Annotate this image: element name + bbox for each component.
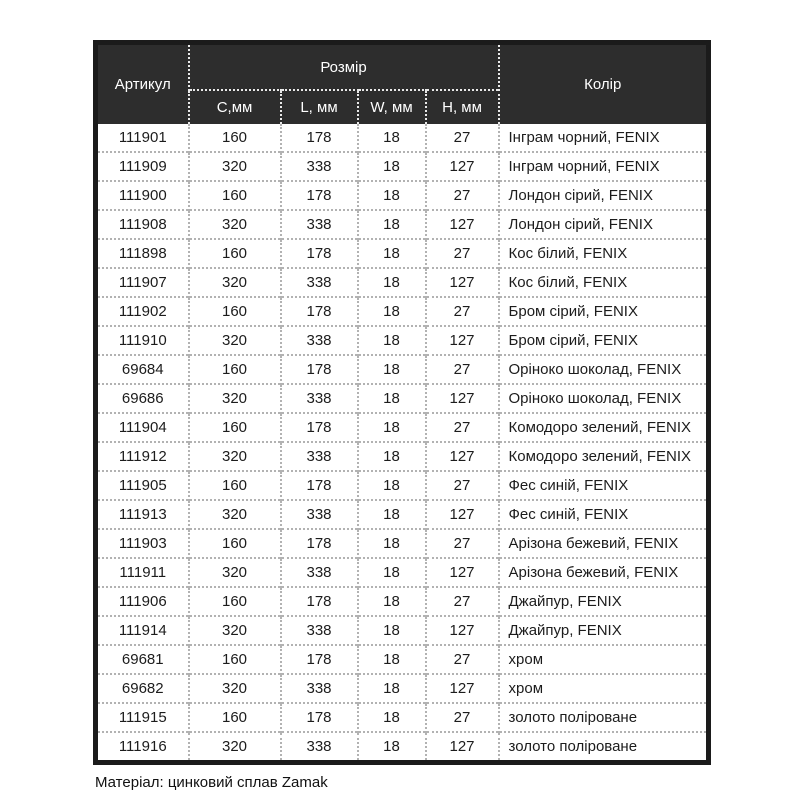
cell-w: 18	[358, 384, 426, 413]
cell-color: Комодоро зелений, FENIX	[499, 442, 709, 471]
cell-w: 18	[358, 326, 426, 355]
cell-color: Інграм чорний, FENIX	[499, 124, 709, 152]
cell-article: 111913	[96, 500, 189, 529]
table-row	[96, 181, 709, 210]
cell-l: 338	[281, 732, 358, 763]
cell-article: 69682	[96, 674, 189, 703]
cell-article: 111905	[96, 471, 189, 500]
cell-article: 111906	[96, 587, 189, 616]
cell-color: золото поліроване	[499, 703, 709, 732]
table-row	[96, 471, 709, 500]
cell-color: Арізона бежевий, FENIX	[499, 529, 709, 558]
cell-l: 178	[281, 413, 358, 442]
cell-color: Фес синій, FENIX	[499, 500, 709, 529]
cell-article: 111915	[96, 703, 189, 732]
column-header-color: Колір	[499, 43, 709, 125]
column-header-c-mm: С,мм	[189, 90, 281, 124]
material-note: Матеріал: цинковий сплав Zamak	[95, 774, 328, 791]
cell-l: 178	[281, 529, 358, 558]
column-header-l-mm: L, мм	[281, 90, 358, 124]
cell-l: 178	[281, 703, 358, 732]
table-row	[96, 268, 709, 297]
cell-w: 18	[358, 124, 426, 152]
cell-article: 69681	[96, 645, 189, 674]
cell-w: 18	[358, 703, 426, 732]
cell-w: 18	[358, 355, 426, 384]
cell-l: 338	[281, 210, 358, 239]
cell-h: 127	[426, 732, 499, 763]
table-row	[96, 152, 709, 181]
cell-l: 338	[281, 384, 358, 413]
cell-color: хром	[499, 674, 709, 703]
cell-c: 160	[189, 124, 281, 152]
cell-w: 18	[358, 500, 426, 529]
cell-color: Оріноко шоколад, FENIX	[499, 384, 709, 413]
cell-article: 111904	[96, 413, 189, 442]
cell-w: 18	[358, 529, 426, 558]
cell-w: 18	[358, 442, 426, 471]
cell-l: 178	[281, 181, 358, 210]
table-row	[96, 210, 709, 239]
cell-w: 18	[358, 616, 426, 645]
cell-h: 127	[426, 442, 499, 471]
cell-article: 111901	[96, 124, 189, 152]
cell-c: 160	[189, 297, 281, 326]
cell-h: 27	[426, 297, 499, 326]
cell-color: Фес синій, FENIX	[499, 471, 709, 500]
cell-w: 18	[358, 645, 426, 674]
cell-color: Лондон сірий, FENIX	[499, 181, 709, 210]
cell-c: 160	[189, 645, 281, 674]
cell-h: 27	[426, 471, 499, 500]
cell-c: 320	[189, 268, 281, 297]
cell-article: 111907	[96, 268, 189, 297]
table-row	[96, 645, 709, 674]
cell-article: 111898	[96, 239, 189, 268]
cell-w: 18	[358, 587, 426, 616]
table-row	[96, 384, 709, 413]
cell-c: 320	[189, 558, 281, 587]
cell-w: 18	[358, 413, 426, 442]
cell-h: 27	[426, 124, 499, 152]
table-row	[96, 413, 709, 442]
product-spec-table	[93, 40, 711, 765]
cell-c: 160	[189, 471, 281, 500]
cell-h: 127	[426, 616, 499, 645]
cell-w: 18	[358, 471, 426, 500]
cell-color: Інграм чорний, FENIX	[499, 152, 709, 181]
table-row	[96, 616, 709, 645]
table-row	[96, 587, 709, 616]
header-row-group	[96, 43, 709, 91]
cell-article: 111912	[96, 442, 189, 471]
cell-article: 111903	[96, 529, 189, 558]
cell-l: 338	[281, 616, 358, 645]
cell-w: 18	[358, 268, 426, 297]
cell-article: 111910	[96, 326, 189, 355]
cell-c: 320	[189, 326, 281, 355]
cell-w: 18	[358, 297, 426, 326]
cell-l: 338	[281, 152, 358, 181]
cell-w: 18	[358, 239, 426, 268]
cell-article: 111902	[96, 297, 189, 326]
cell-h: 127	[426, 384, 499, 413]
cell-color: Лондон сірий, FENIX	[499, 210, 709, 239]
cell-h: 27	[426, 413, 499, 442]
cell-h: 27	[426, 239, 499, 268]
cell-l: 338	[281, 268, 358, 297]
cell-article: 111914	[96, 616, 189, 645]
table-row	[96, 558, 709, 587]
cell-color: золото поліроване	[499, 732, 709, 763]
cell-article: 69686	[96, 384, 189, 413]
cell-l: 178	[281, 239, 358, 268]
cell-l: 178	[281, 124, 358, 152]
cell-h: 127	[426, 674, 499, 703]
cell-l: 178	[281, 297, 358, 326]
cell-h: 127	[426, 500, 499, 529]
cell-h: 27	[426, 703, 499, 732]
cell-article: 111909	[96, 152, 189, 181]
cell-c: 160	[189, 529, 281, 558]
cell-color: Кос білий, FENIX	[499, 268, 709, 297]
table-row	[96, 442, 709, 471]
cell-c: 320	[189, 674, 281, 703]
cell-l: 338	[281, 442, 358, 471]
table-row	[96, 355, 709, 384]
cell-h: 127	[426, 152, 499, 181]
cell-h: 27	[426, 645, 499, 674]
cell-c: 320	[189, 384, 281, 413]
table-body	[96, 124, 709, 763]
cell-color: Джайпур, FENIX	[499, 587, 709, 616]
cell-l: 178	[281, 355, 358, 384]
cell-l: 178	[281, 471, 358, 500]
cell-color: Бром сірий, FENIX	[499, 297, 709, 326]
table-row	[96, 529, 709, 558]
cell-c: 160	[189, 355, 281, 384]
table-row	[96, 124, 709, 152]
cell-color: Джайпур, FENIX	[499, 616, 709, 645]
cell-l: 338	[281, 674, 358, 703]
cell-h: 27	[426, 529, 499, 558]
cell-article: 111908	[96, 210, 189, 239]
column-header-article: Артикул	[96, 43, 189, 125]
cell-color: Комодоро зелений, FENIX	[499, 413, 709, 442]
table-row	[96, 500, 709, 529]
cell-h: 127	[426, 326, 499, 355]
table-row	[96, 732, 709, 763]
cell-article: 111900	[96, 181, 189, 210]
cell-c: 160	[189, 587, 281, 616]
table-row	[96, 297, 709, 326]
cell-h: 27	[426, 587, 499, 616]
cell-color: хром	[499, 645, 709, 674]
cell-c: 320	[189, 732, 281, 763]
cell-l: 178	[281, 645, 358, 674]
cell-article: 111911	[96, 558, 189, 587]
table-row	[96, 674, 709, 703]
cell-color: Арізона бежевий, FENIX	[499, 558, 709, 587]
cell-color: Кос білий, FENIX	[499, 239, 709, 268]
cell-l: 338	[281, 326, 358, 355]
cell-w: 18	[358, 181, 426, 210]
cell-w: 18	[358, 210, 426, 239]
cell-color: Бром сірий, FENIX	[499, 326, 709, 355]
cell-c: 320	[189, 442, 281, 471]
cell-w: 18	[358, 732, 426, 763]
cell-c: 160	[189, 239, 281, 268]
cell-h: 27	[426, 355, 499, 384]
cell-c: 160	[189, 413, 281, 442]
cell-w: 18	[358, 558, 426, 587]
cell-h: 27	[426, 181, 499, 210]
cell-h: 127	[426, 268, 499, 297]
cell-w: 18	[358, 152, 426, 181]
cell-c: 160	[189, 181, 281, 210]
column-header-h-mm: Н, мм	[426, 90, 499, 124]
cell-l: 178	[281, 587, 358, 616]
table-row	[96, 326, 709, 355]
cell-l: 338	[281, 500, 358, 529]
cell-c: 320	[189, 616, 281, 645]
cell-w: 18	[358, 674, 426, 703]
cell-c: 320	[189, 152, 281, 181]
cell-c: 160	[189, 703, 281, 732]
cell-h: 127	[426, 210, 499, 239]
column-group-header-size: Розмір	[189, 43, 499, 91]
cell-c: 320	[189, 210, 281, 239]
cell-article: 111916	[96, 732, 189, 763]
cell-c: 320	[189, 500, 281, 529]
cell-l: 338	[281, 558, 358, 587]
cell-color: Оріноко шоколад, FENIX	[499, 355, 709, 384]
cell-article: 69684	[96, 355, 189, 384]
table-row	[96, 239, 709, 268]
column-header-w-mm: W, мм	[358, 90, 426, 124]
cell-h: 127	[426, 558, 499, 587]
table-row	[96, 703, 709, 732]
table-header	[96, 43, 709, 125]
